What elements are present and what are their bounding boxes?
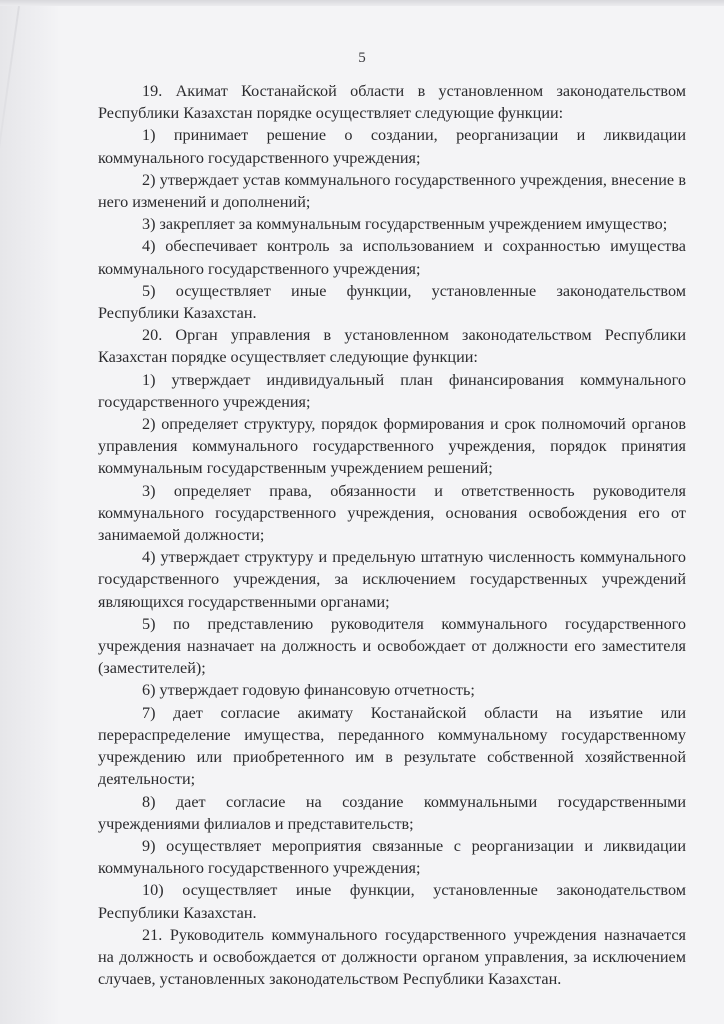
- list-item-20-10: 10) осуществляет иные функции, установленные законодательством Республики Казахстан.: [98, 881, 686, 922]
- paragraph-20: 20. Орган управления в установленном законодательством Республики Казахстан порядке осуществляет следующие функции:: [98, 326, 686, 367]
- list-item-19-4: 4) обеспечивает контроль за использованием и сохранностью имущества коммунального государственного учреждения;: [98, 237, 686, 278]
- list-item-19-5: 5) осуществляет иные функции, установленные законодательством Республики Казахстан.: [98, 281, 686, 323]
- page-number: 5: [358, 50, 366, 66]
- list-item-20-7: 7) дает согласие акимату Костанайской области на изъятие или перераспределение имущества, переданного коммунальному государственному учреждению или приобретенного им в результате собственной хозяйственной деятельности;: [98, 703, 686, 789]
- list-item-20-4: 4) утверждает структуру и предельную штатную численность коммунального государственного учреждения, за исключением государственных учреждений являющихся государственными органами;: [98, 548, 686, 611]
- paragraph-21: 21. Руководитель коммунального государственного учреждения назначается на должность и освобождается от должности органом управления, за исключением случаев, установленных законодательством Республики Казахстан.: [98, 925, 686, 989]
- document-body: [98, 80, 686, 990]
- list-item-20-5: 5) по представлению руководителя коммунального государственного учреждения назначает на должность и освобождает от должности его заместителя (заместителей);: [98, 614, 686, 678]
- paragraph-19: 19. Акимат Костанайской области в установленном законодательством Республики Казахстан порядке осуществляет следующие функции:: [98, 82, 686, 123]
- list-item-20-8: 8) дает согласие на создание коммунальными государственными учреждениями филиалов и представительств;: [98, 792, 686, 833]
- list-item-20-1: 1) утверждает индивидуальный план финансирования коммунального государственного учреждения;: [98, 370, 686, 411]
- list-item-19-2: 2) утверждает устав коммунального государственного учреждения, внесение в него изменений и дополнений;: [98, 170, 686, 212]
- list-item-20-9: 9) осуществляет мероприятия связанные с реорганизации и ликвидации коммунального государственного учреждения;: [98, 836, 686, 878]
- list-item-19-1: 1) принимает решение о создании, реорганизации и ликвидации коммунального государственного учреждения;: [98, 126, 686, 167]
- list-item-20-6: 6) утверждает годовую финансовую отчетность;: [142, 681, 475, 700]
- list-item-20-3: 3) определяет права, обязанности и ответственность руководителя коммунального государственного учреждения, основания освобождения его от занимаемой должности;: [98, 481, 686, 545]
- list-item-20-2: 2) определяет структуру, порядок формирования и срок полномочий органов управления коммунального государственного учреждения, порядок принятия коммунальным государственным учреждением решений;: [98, 415, 686, 478]
- list-item-19-3: 3) закрепляет за коммунальным государственным учреждением имущество;: [142, 215, 668, 234]
